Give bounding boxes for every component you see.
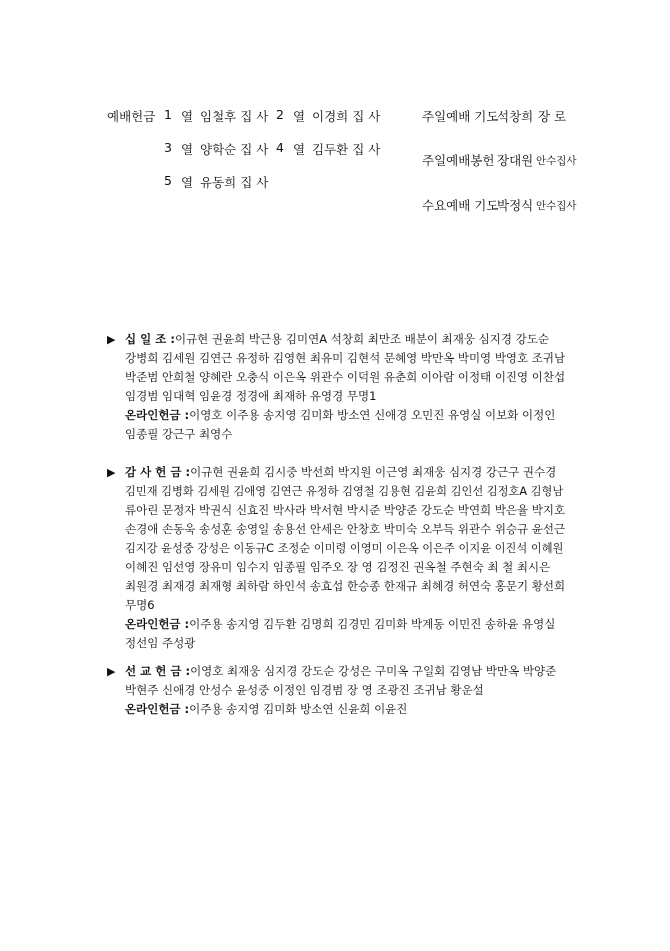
offering-row-name: 임철후 집 사 [200, 109, 269, 124]
name-list-line: 이규현 권윤희 박근용 김미연A 석창희 최만조 배분이 최재웅 심지경 강도순 [174, 332, 549, 346]
offering-label: 예배헌금 [107, 109, 156, 124]
offering-row-col: 열 [293, 109, 306, 124]
name-list-line: 이주용 송지영 김두환 김명희 김경민 김미화 박계동 이민진 송하윤 유영실 [189, 617, 556, 631]
offering-row-num: 4 [276, 140, 284, 155]
tithe-label: 십 일 조 : [125, 332, 175, 346]
online-offering-line [107, 700, 567, 719]
offering-row-col: 열 [181, 142, 194, 157]
online-offering-line [107, 406, 567, 425]
tithe-header-line [107, 330, 567, 349]
name-list-line: 이혜진 임선영 장유미 임수지 임종필 임주오 장 영 김정진 권옥철 주현숙 최 철 최시은 [125, 560, 551, 574]
offering-row-col: 열 [181, 109, 194, 124]
thanksgiving-label: 감 사 헌 금 : [125, 465, 191, 479]
tithe-section [107, 330, 567, 444]
mission-section [107, 662, 567, 719]
triangle-marker-icon: ▶ [107, 665, 116, 678]
offering-row-num: 2 [276, 107, 284, 122]
offering-row-name: 양학순 집 사 [200, 142, 269, 157]
role-title: 안수집사 [536, 200, 577, 212]
online-offering-label: 온라인헌금 : [125, 408, 190, 422]
offering-row-name: 김두환 집 사 [312, 142, 381, 157]
offering-row-num: 3 [164, 140, 172, 155]
role-label: 수요예배 기도 [422, 198, 499, 213]
offering-row-num: 1 [164, 107, 172, 122]
offering-row-col: 열 [181, 175, 194, 190]
offering-row-name: 유동희 집 사 [200, 175, 269, 190]
role-name: 박정식 [497, 198, 534, 213]
offering-row-name: 이경희 집 사 [312, 109, 381, 124]
name-list-line: 이영호 최재웅 심지경 강도순 강성은 구미옥 구일회 김영남 박만옥 박양준 [190, 664, 557, 678]
name-list-line: 손경애 손동욱 송성훈 송영일 송용선 안세은 안창호 박미숙 오부득 위관수 위승규 윤선근 [125, 522, 566, 536]
role-name: 장대원 [497, 153, 534, 168]
name-list-line: 강병희 김세원 김연근 유정하 김영현 최유미 김현석 문혜영 박만옥 박미영 박영호 조귀남 [125, 351, 566, 365]
name-list-line: 이영호 이주용 송지영 김미화 방소연 신애경 오민진 유영실 이보화 이정인 [189, 408, 556, 422]
role-title: 안수집사 [536, 155, 577, 167]
thanksgiving-header-line [107, 463, 567, 482]
role-label: 주일예배봉헌 [422, 153, 495, 168]
name-list-line: 이규현 권윤희 김시중 박선희 박지원 이근영 최재웅 심지경 강근구 권수경 [190, 465, 557, 479]
mission-header-line [107, 662, 567, 681]
name-list-line: 정선임 주성광 [125, 636, 196, 650]
online-offering-label: 온라인헌금 : [125, 617, 190, 631]
name-list-line: 박준범 안희철 양혜란 오충식 이은옥 위관수 이덕원 유춘희 이아람 이정태 이진영 이찬섭 [125, 370, 566, 384]
name-list-line: 임경범 임대혁 임윤경 정경애 최재하 유영경 무명1 [125, 389, 377, 403]
offering-row-col: 열 [293, 142, 306, 157]
triangle-marker-icon: ▶ [107, 333, 116, 346]
name-list-line: 박현주 신애경 안성수 윤성중 이정인 임경범 장 영 조광진 조귀남 황운설 [125, 683, 484, 697]
mission-label: 선 교 헌 금 : [125, 664, 191, 678]
name-list-line: 이주용 송지영 김미화 방소연 신윤희 이윤진 [189, 702, 408, 716]
name-list-line: 류아린 문정자 박권식 신효진 박사라 박서현 박시준 박양준 강도순 박연희 박은율 박지호 [125, 503, 566, 517]
online-offering-label: 온라인헌금 : [125, 702, 190, 716]
name-list-line: 김민재 김병화 김세원 김애영 김연근 유정하 김영철 김용현 김윤희 김인선 김정호A 김형남 [125, 485, 564, 498]
role-name: 석창희 [497, 109, 534, 124]
thanksgiving-section [107, 463, 567, 653]
name-list-line: 임종필 강근구 최영수 [125, 427, 233, 441]
online-offering-line [107, 615, 567, 634]
triangle-marker-icon: ▶ [107, 466, 116, 479]
role-label: 주일예배 기도 [422, 109, 499, 124]
name-list-line: 최원경 최재경 최재형 최하람 하인석 송효섭 한승종 한재규 최혜경 허연숙 홍문기 황선희 [125, 579, 566, 593]
name-list-line: 무명6 [125, 598, 155, 612]
role-title: 장 로 [538, 109, 567, 124]
name-list-line: 김지강 윤성중 강성은 이동규C 조정순 이미령 이영미 이은옥 이은주 이지윤 이진석 이혜원 [125, 542, 564, 555]
offering-row-num: 5 [164, 173, 172, 188]
